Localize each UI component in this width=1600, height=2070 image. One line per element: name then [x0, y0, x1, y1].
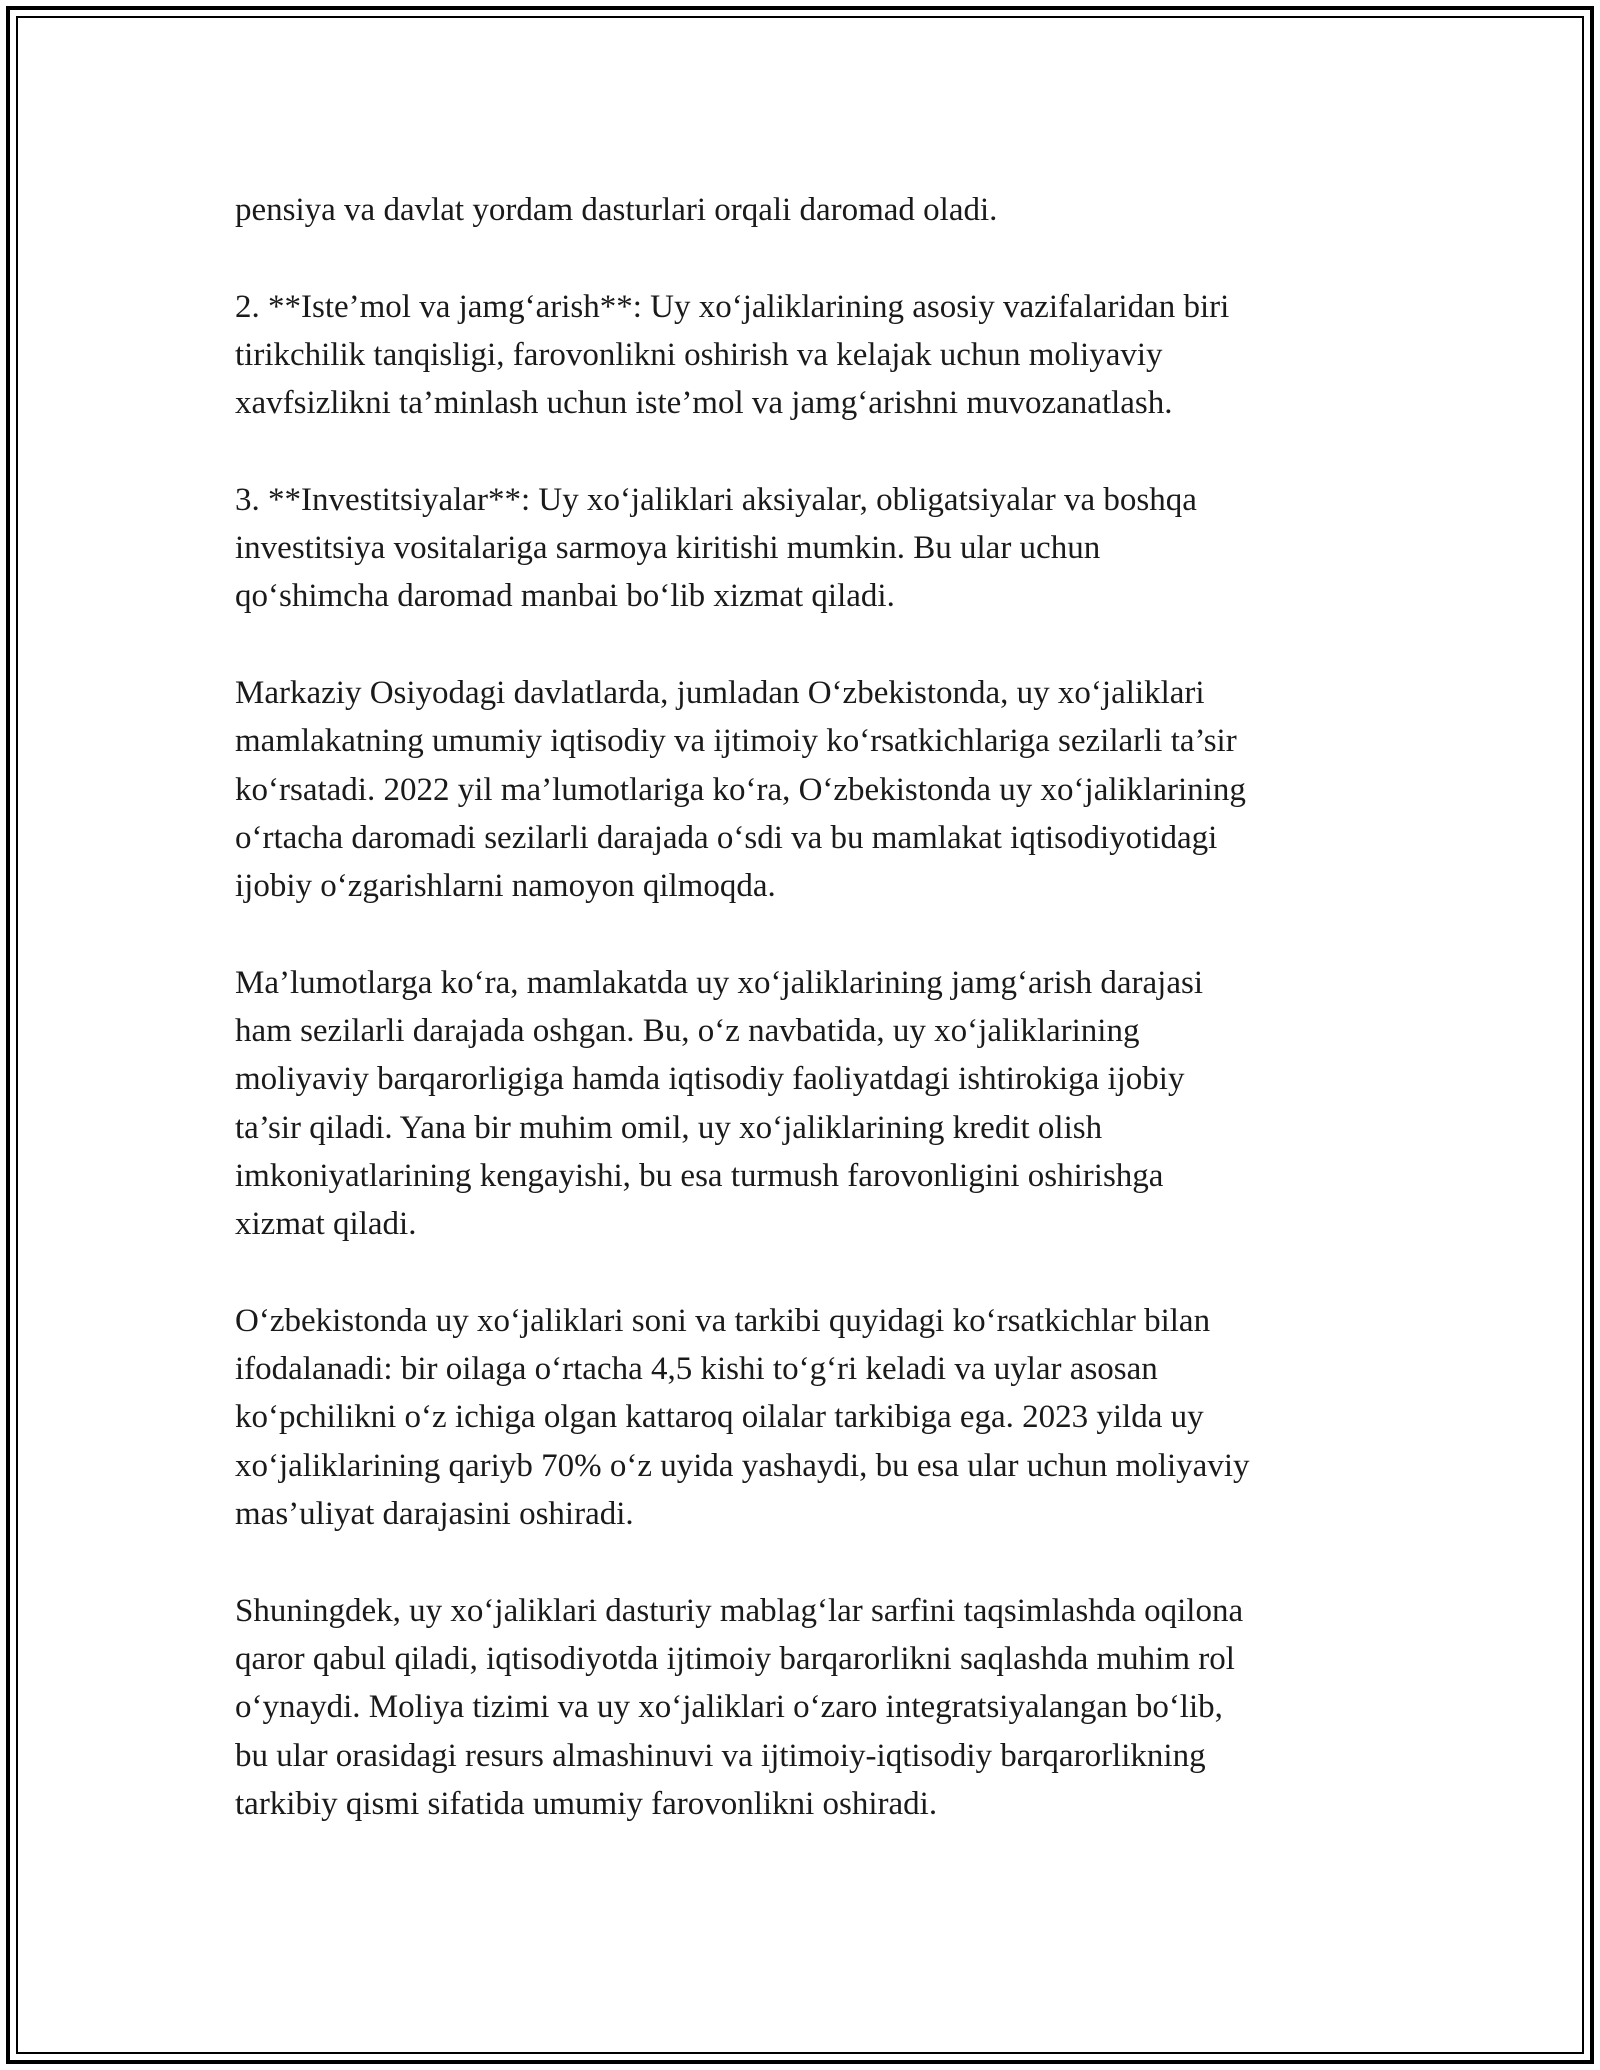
- text-line: ijobiy o‘zgarishlarni namoyon qilmoqda.: [235, 868, 776, 905]
- text-line: moliyaviy barqarorligiga hamda iqtisodiy faoliyatdagi ishtirokiga ijobiy: [235, 1061, 1185, 1098]
- text-line: ifodalanadi: bir oilaga o‘rtacha 4,5 kishi to‘g‘ri keladi va uylar asosan: [235, 1351, 1158, 1388]
- text-line: investitsiya vositalariga sarmoya kiritishi mumkin. Bu ular uchun: [235, 530, 1101, 567]
- text-line: tarkibiy qismi sifatida umumiy farovonlikni oshiradi.: [235, 1785, 938, 1822]
- paragraph: [235, 669, 1385, 910]
- text-line: xizmat qiladi.: [235, 1206, 417, 1243]
- paragraph: [235, 1587, 1385, 1828]
- text-line: 2. **Iste’mol va jamg‘arish**: Uy xo‘jaliklarining asosiy vazifalaridan biri: [235, 288, 1230, 325]
- text-line: xo‘jaliklarining qariyb 70% o‘z uyida yashaydi, bu esa ular uchun moliyaviy: [235, 1447, 1250, 1484]
- document-body: [235, 186, 1385, 1828]
- text-line: qaror qabul qiladi, iqtisodiyotda ijtimoiy barqarorlikni saqlashda muhim rol: [235, 1640, 1235, 1677]
- text-line: o‘rtacha daromadi sezilarli darajada o‘sdi va bu mamlakat iqtisodiyotidagi: [235, 819, 1218, 856]
- paragraph: [235, 283, 1385, 428]
- paragraph: [235, 186, 1385, 234]
- text-line: ham sezilarli darajada oshgan. Bu, o‘z navbatida, uy xo‘jaliklarining: [235, 1013, 1140, 1050]
- text-line: o‘ynaydi. Moliya tizimi va uy xo‘jaliklari o‘zaro integratsiyalangan bo‘lib,: [235, 1689, 1223, 1726]
- text-line: Shuningdek, uy xo‘jaliklari dasturiy mablag‘lar sarfini taqsimlashda oqilona: [235, 1592, 1244, 1629]
- text-line: 3. **Investitsiyalar**: Uy xo‘jaliklari aksiyalar, obligatsiyalar va boshqa: [235, 481, 1197, 518]
- text-line: ko‘pchilikni o‘z ichiga olgan kattaroq oilalar tarkibiga ega. 2023 yilda uy: [235, 1399, 1204, 1436]
- text-line: tirikchilik tanqisligi, farovonlikni oshirish va kelajak uchun moliyaviy: [235, 336, 1163, 373]
- text-line: imkoniyatlarining kengayishi, bu esa turmush farovonligini oshirishga: [235, 1157, 1164, 1194]
- paragraph: [235, 959, 1385, 1249]
- text-line: xavfsizlikni ta’minlash uchun iste’mol va jamg‘arishni muvozanatlash.: [235, 385, 1173, 422]
- paragraph: [235, 476, 1385, 621]
- text-line: mas’uliyat darajasini oshiradi.: [235, 1496, 634, 1533]
- paragraph: [235, 1297, 1385, 1538]
- text-line: pensiya va davlat yordam dasturlari orqali daromad oladi.: [235, 192, 998, 228]
- text-line: mamlakatning umumiy iqtisodiy va ijtimoiy ko‘rsatkichlariga sezilarli ta’sir: [235, 723, 1237, 760]
- text-line: ko‘rsatadi. 2022 yil ma’lumotlariga ko‘ra, O‘zbekistonda uy xo‘jaliklarining: [235, 771, 1246, 808]
- text-line: Markaziy Osiyodagi davlatlarda, jumladan O‘zbekistonda, uy xo‘jaliklari: [235, 674, 1205, 711]
- text-line: ta’sir qiladi. Yana bir muhim omil, uy xo‘jaliklarining kredit olish: [235, 1109, 1103, 1146]
- text-line: bu ular orasidagi resurs almashinuvi va ijtimoiy-iqtisodiy barqarorlikning: [235, 1737, 1206, 1774]
- text-line: Ma’lumotlarga ko‘ra, mamlakatda uy xo‘jaliklarining jamg‘arish darajasi: [235, 964, 1203, 1001]
- text-line: qo‘shimcha daromad manbai bo‘lib xizmat qiladi.: [235, 578, 895, 615]
- text-line: O‘zbekistonda uy xo‘jaliklari soni va tarkibi quyidagi ko‘rsatkichlar bilan: [235, 1302, 1211, 1339]
